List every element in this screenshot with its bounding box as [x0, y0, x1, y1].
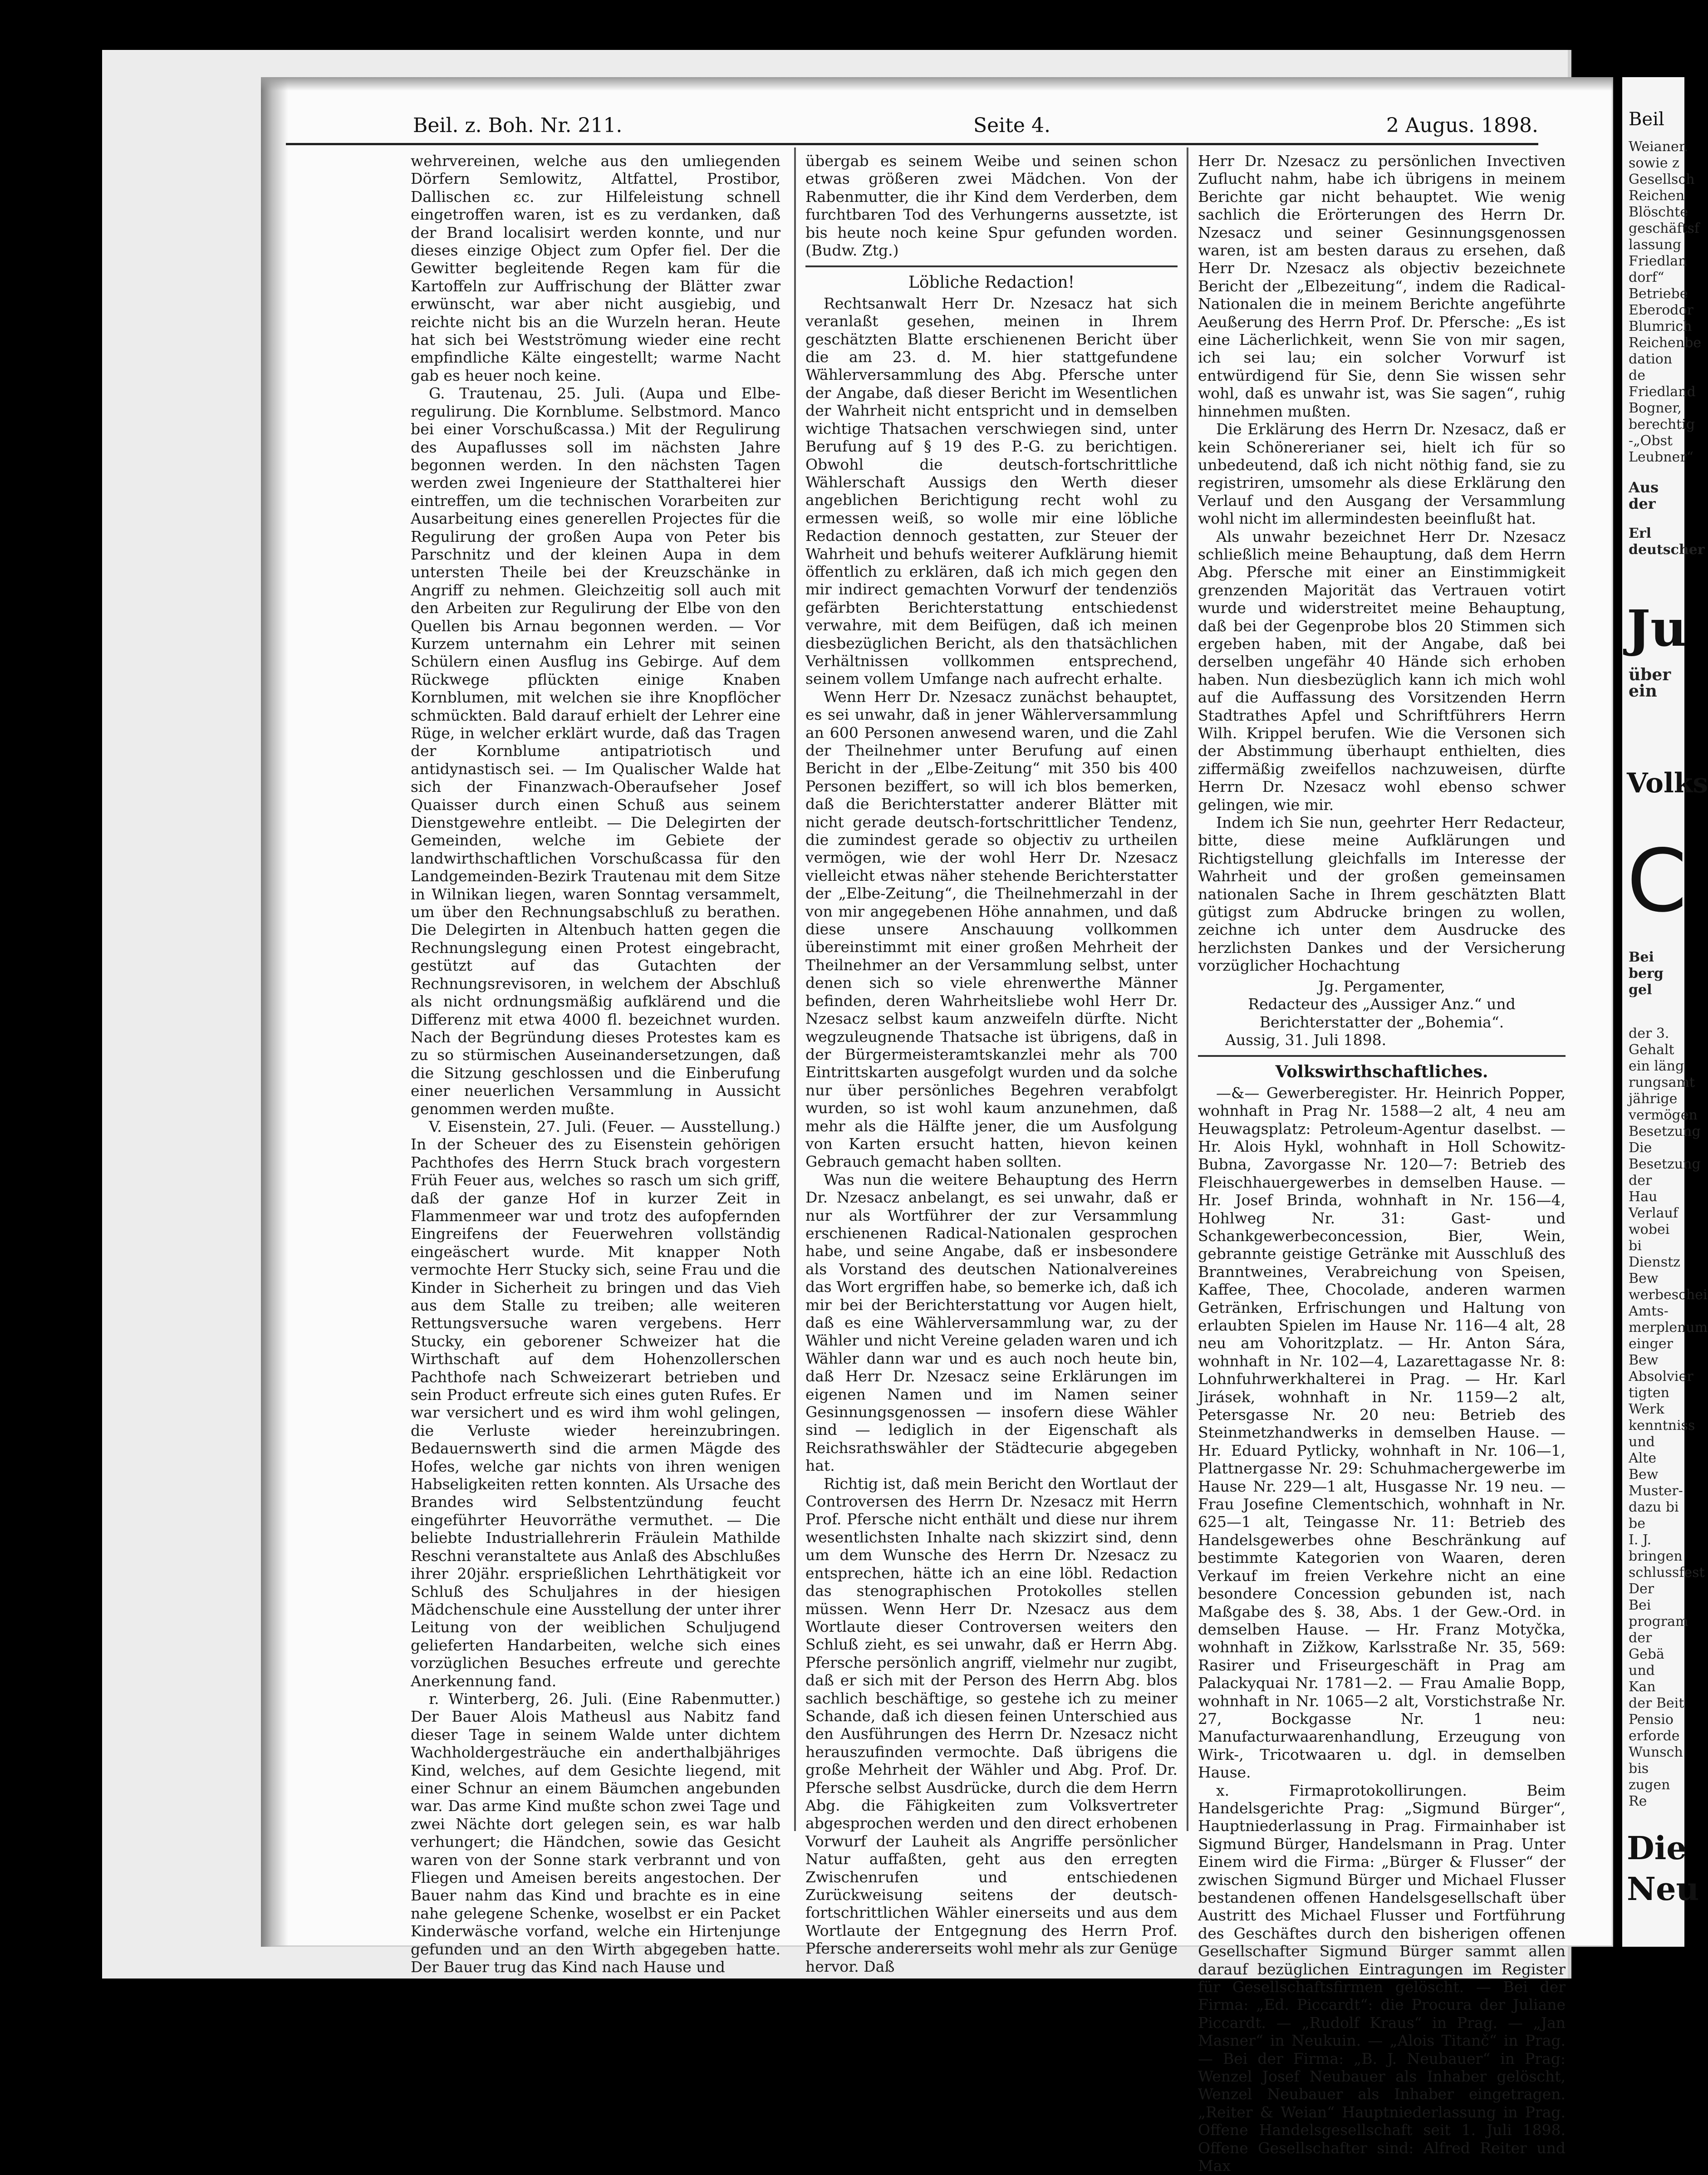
adjacent-heading-fragment: Die Neu [1627, 1829, 1699, 1908]
adjacent-text-fragment: über ein [1629, 665, 1671, 701]
adjacent-text-fragment: Aus der [1629, 479, 1659, 512]
signature-title: Berichterstatter der „Bohemia“. [1259, 1013, 1504, 1031]
divider [1198, 1055, 1566, 1057]
adjacent-text-fragment: der 3. Gehalt ein läng rungsamt jährige vermögen Besetzung Die Besetzung der Hau Verlauf wobei bi Dienstz Bew werbeschei Amts- merplenum einger Bew Absolvier tigten Werk kenntniss und Alte Bew Muster- dazu bi be I. J. bringen schlussfest Der Bei program der Gebä und Kan der Beit Pensio erforde Wunsch bis zugen Re [1629, 1026, 1708, 1809]
signature-title: Redacteur des „Aussiger Anz.“ und [1248, 995, 1516, 1013]
letter-paragraph: Richtig ist, daß mein Bericht den Wortlaut der Controversen des Herrn Dr. Nzesacz mit Herrn Prof. Pfersche nicht enthält und diese nur ihrem wesentlichsten Inhalte nach skizzirt sind, denn um dem Wunsche des Herrn Dr. Nzesacz zu entsprechen, hätte ich an eine löbl. Redaction das stenographischen Protokolles stellen müssen. Wenn Herr Dr. Nzesacz aus dem Wortlaute dieser Controversen weiters den Schluß zieht, es sei unwahr, daß er Herrn Abg. Pfersche persönlich angriff, vielmehr nur zugibt, daß er sich mit der Person des Herrn Abg. blos sachlich beschäftige, so gestehe ich zu meiner Schande, daß ich diesen feinen Unterschied aus den Ausführungen des Herrn Dr. Nzesacz nicht herauszufinden vermochte. Daß übrigens die große Mehrheit der Wähler und Abg. Prof. Dr. Pfersche selbst Ausdrücke, durch die dem Herrn Abg. die Fähigkeiten zum Volksvertreter abgesprochen werden und den direct erhobenen Vorwurf der Lauheit als Angriffe persönlicher Natur auffaßten, geht aus den erregten Zwischenrufen und entschiedenen Zurückweisung seitens der deutsch-fortschrittlichen Wähler einerseits und aus dem Wortlaute der Entgegnung des Herrn Prof. Pfersche andererseits wohl mehr als zur Genüge hervor. Daß [805, 1474, 1178, 1975]
divider [805, 265, 1178, 267]
page-binding-shadow [261, 77, 288, 1947]
adjacent-heading-fragment: Ju [1627, 599, 1687, 658]
header-issue: Beil. z. Boh. Nr. 211. [413, 114, 623, 137]
column-3 [1198, 152, 1566, 2175]
letter-paragraph: Die Erklärung des Herrn Dr. Nzesacz, daß er kein Schönererianer sei, hielt ich für so unbedeutend, daß ich nicht nöthig fand, sie zu registriren, umsomehr als diese Erklärung den Verlauf und den Ausgang der Versammlung wohl nicht im allermindesten beeinflußt hat. [1198, 420, 1566, 528]
page-header [286, 111, 1538, 145]
letter-place-date: Aussig, 31. Juli 1898. [1225, 1031, 1387, 1049]
article-eisenstein: V. Eisenstein, 27. Juli. (Feuer. — Ausstellung.) In der Scheuer des zu Eisenstein gehörigen Pachthofes des Herrn Stuck brach vorgestern Früh Feuer aus, welches so rasch um sich griff, daß der ganze Hof in kurzer Zeit in Flammenmeer war und trotz des aufopfernden Eingreifens der Feuerwehren vollständig eingeäschert wurde. Mit knapper Noth vermochte Herr Stucky sich, seine Frau und die Kinder in Sicherheit zu bringen und das Vieh aus dem Stalle zu treiben; alle weiteren Rettungsversuche waren vergebens. Herr Stucky, ein geborener Schweizer hat die Wirthschaft auf dem Hohenzollerschen Pachthofe nach Schweizerart betrieben und sein Product erfreute sich eines guten Rufes. Er war versichert und es wird ihm wohl gelingen, die Verluste wieder hereinzubringen. Bedauernswerth sind die armen Mägde des Hofes, welche gar nichts von ihren wenigen Habseligkeiten retten konnten. Als Ursache des Brandes wird Selbstentzündung feucht eingeführter Heuvorräthe vermuthet. — Die beliebte Industriallehrerin Fräulein Mathilde Reschni veranstaltete aus Anlaß des Abschlußes ihrer 20jähr. ersprießlichen Lehrthätigkeit vor Schluß des Schuljahres in der hiesigen Mädchenschule eine Ausstellung der unter ihrer Leitung von der weiblichen Schuljugend gelieferten Handarbeiten, welche sich eines vorzüglichen Besuches erfreute und gerechte Anerkennung fand. [411, 1117, 780, 1690]
page-top-shadow [261, 77, 1613, 91]
header-page-number: Seite 4. [973, 114, 1050, 137]
column-rule [794, 147, 796, 1831]
adjacent-page-fragment [1622, 77, 1708, 1947]
adjacent-text-fragment: Weianer. sowie z Gesellsch Reichen Blöschte geschäftsf lassung Friedlan dorf“ Betriebe Eberodor Blumrich Reichenbe dation de Friedland Bogner, berechtig -„Obst Leubner“ [1629, 139, 1702, 465]
column-rule [1187, 147, 1188, 1831]
article-trautenau: G. Trautenau, 25. Juli. (Aupa und Elbe-regulirung. Die Kornblume. Selbstmord. Manco bei einer Vorschußcassa.) Mit der Regulirung des Aupaflusses soll im nächsten Jahre begonnen werden. In den nächsten Tagen werden zwei Ingenieure der Statthalterei hier eintreffen, um die technischen Vorarbeiten zur Ausarbeitung eines generellen Projectes für die Regulirung der großen Aupa von Peter bis Parschnitz und der kleinen Aupa in dem untersten Theile bei der Kreuzschänke in Angriff zu nehmen. Gleichzeitig soll auch mit den Arbeiten zur Regulirung der Elbe von den Quellen bis Arnau begonnen werden. — Vor Kurzem unternahm ein Lehrer mit seinen Schülern einen Ausflug ins Gebirge. Auf dem Rückwege pflückten einige Knaben Kornblumen, mit welchen sie ihre Knopflöcher schmückten. Bald darauf erhielt der Lehrer eine Rüge, in welcher erklärt wurde, daß das Tragen der Kornblume antipatriotisch und antidynastisch sei. — Im Qualischer Walde hat sich der Finanzwach-Oberaufseher Josef Quaisser durch einen Schuß aus seinem Dienstgewehre entleibt. — Die Delegirten der Gemeinden, welche im Gebiete der landwirthschaftlichen Vorschußcassa für den Landgemeinden-Bezirk Trautenau mit dem Sitze in Wilnikan liegen, waren Sonntag versammelt, um über den Rechnungsabschluß zu berathen. Die Delegirten in Altenbuch hatten gegen die Rechnungslegung einen Protest eingebracht, gestützt auf das Gutachten der Rechnungsrevisoren, in welchem der Abschluß als nicht ordnungsmäßig aufklärend und die Differenz mit etwa 4000 fl. bezeichnet wurden. Nach der Begründung dieses Protestes kam es zu so stürmischen Auseinandersetzungen, daß die Sitzung geschlossen und die Einberufung einer neuerlichen Versammlung in Aussicht genommen werden mußte. [411, 384, 780, 1118]
letter-paragraph: Herr Dr. Nzesacz zu persönlichen Invectiven Zuflucht nahm, habe ich übrigens in meinem Berichte gar nicht behauptet. Wie wenig sachlich die Erörterungen des Herrn Dr. Nzesacz und seiner Gesinnungsgenossen waren, ist am besten daraus zu ersehen, daß Herr Dr. Nzesacz als objectiv bezeichnete Bericht der „Elbezeitung“, indem die Radical-Nationalen die in meinem Berichte angeführte Aeußerung des Herrn Prof. Dr. Pfersche: „Es ist eine Lächerlichkeit, wenn Sie von mir sagen, ich sei lau; ein solcher Vorwurf ist entwürdigend für Sie, denn Sie wissen sehr wohl, daß es unwahr ist, was Sie sagen“, ruhig hinnehmen mußten. [1198, 152, 1566, 420]
adjacent-text-fragment: Erl deutscher [1629, 525, 1705, 558]
letter-paragraph: Rechtsanwalt Herr Dr. Nzesacz hat sich veranlaßt gesehen, meinen in Ihrem geschätzten Blatte erschienenen Bericht über die am 23. d. M. hier stattgefundene Wählerversammlung des Abg. Pfersche unter der Angabe, daß dieser Bericht im Wesentlichen der Wahrheit nicht entspricht und in demselben wichtige Thatsachen verschwiegen sind, unter Berufung auf § 19 des P.-G. zu berichtigen. Obwohl die deutsch-fortschrittliche Wählerschaft Aussigs den Werth dieser angeblichen Berichtigung recht wohl zu ermessen weiß, so wolle mir eine löbliche Redaction dennoch gestatten, zur Steuer der Wahrheit und behufs weiterer Aufklärung hiemit öffentlich zu erklären, daß ich mich gegen den mir indirect gemachten Vorwurf der tendenziös gefärbten Berichterstattung entschiedenst verwahre, mit dem Beifügen, daß ich meinen diesbezüglichen Bericht, als den thatsächlichen Verhältnissen vollkommen entsprechend, seinem vollem Umfange nach aufrecht erhalte. [805, 294, 1178, 688]
firm-register-paragraph: x. Firmaprotokollirungen. Beim Handelsgerichte Prag: „Sigmund Bürger“, Hauptniederlassung in Prag. Firmainhaber ist Sigmund Bürger, Handelsmann in Prag. Unter Einem wird die Firma: „Bürger & Flusser“ der zwischen Sigmund Bürger und Michael Flusser bestandenen offenen Handelsgesellschaft über Austritt des Michael Flusser und Fortführung des Geschäftes durch den bisherigen offenen Gesellschafter Sigmund Bürger sammt allen darauf bezüglichen Eintragungen im Register für Gesellschaftsfirmen gelöscht. — Bei der Firma: „Ed. Piccardt“: die Procura der Juliane Piccardt. — „Rudolf Kraus“ in Prag. — „Jan Masner“ in Neukuin. — „Alois Titanč“ in Prag. — Bei der Firma: „B. J. Neubauer“ in Prag: Wenzel Josef Neubauer als Inhaber gelöscht, Wenzel Neubauer als Inhaber eingetragen. „Reiter & Weian“ Hauptniederlassung in Prag. Offene Handelsgesellschaft seit 1. Juli 1898. Offene Gesellschafter sind: Alfred Reiter und Max [1198, 1781, 1566, 2175]
letter-paragraph: Wenn Herr Dr. Nzesacz zunächst behauptet, es sei unwahr, daß in jener Wählerversammlung an 600 Personen anwesend waren, und die Zahl der Theilnehmer unter Berufung auf einen Bericht in der „Elbe-Zeitung“ mit 350 bis 400 Personen beziffert, so will ich blos bemerken, daß die Berichterstatter anderer Blätter mit nicht gerade deutsch-fortschrittlicher Tendenz, die zumindest gerade so objectiv zu urtheilen vermögen, wie der wohl Herr Dr. Nzesacz vielleicht etwas näher stehende Berichterstatter der „Elbe-Zeitung“, die Theilnehmerzahl in der von mir angegebenen Höhe annahmen, und daß diese unsere Anschauung vollkommen übereinstimmt mit einer großen Mehrheit der Theilnehmer an der Versammlung selbst, unter denen sich so viele ehrenwerthe Männer befinden, deren Wahrheitsliebe wohl Herr Dr. Nzesacz selbst kaum anzweifeln dürfte. Nicht wegzuleugnende Thatsache ist übrigens, daß in der Bürgermeisteramtskanzlei mehr als 700 Eintrittskarten ausgefolgt wurden und da solche nur über persönliches Begehren verabfolgt wurden, so ist wohl kaum anzunehmen, daß mehr als die Hälfte jener, die um Ausfolgung von Karten ersucht hatten, hievon keinen Gebrauch gemacht haben sollten. [805, 687, 1178, 1171]
letter-paragraph: Indem ich Sie nun, geehrter Herr Redacteur, bitte, diese meine Aufklärungen und Richtigstellung gleichfalls im Interesse der Wahrheit und der großen gemeinsamen nationalen Sache in Ihrem geschätzten Blatt gütigst zum Abdrucke bringen zu wollen, zeichne ich unter dem Ausdrucke des herzlichsten Dankes und der Versicherung vorzüglicher Hochachtung [1198, 814, 1566, 975]
signature-name: Jg. Pergamenter, [1318, 977, 1445, 995]
letter-heading: Löbliche Redaction! [908, 273, 1075, 292]
article-continuation: übergab es seinem Weibe und seinen schon etwas größeren zwei Mädchen. Von der Rabenmutter, die ihr Kind dem Verderben, dem furchtbaren Tod des Verhungerns aussetzte, ist bis heute noch keine Spur gefunden worden. (Budw. Ztg.) [805, 152, 1178, 260]
adjacent-heading-fragment: C [1627, 831, 1687, 931]
section-heading: Volkswirthschaftliches. [1275, 1062, 1488, 1082]
adjacent-heading-fragment: Volks [1627, 767, 1708, 799]
column-2 [805, 152, 1178, 1975]
column-1 [411, 152, 780, 1976]
adjacent-header-fragment: Beil [1629, 109, 1664, 130]
article-winterberg: r. Winterberg, 26. Juli. (Eine Rabenmutter.) Der Bauer Alois Matheusl aus Nabitz fand dieser Tage in seinem Walde unter dichtem Wachholdergesträuche ein anderthalbjähriges Kind, welches, auf dem Gesichte liegend, mit einer Schnur an einem Bäumchen angebunden war. Das arme Kind mußte schon zwei Tage und zwei Nächte dort gelegen sein, es war halb verhungert; die Händchen, sowie das Gesicht waren von der Sonne stark verbrannt und von Fliegen und Ameisen bereits angestochen. Der Bauer nahm das Kind und brachte es in eine nahe gelegene Schenke, woselbst er ein Packet Kinderwäsche vorfand, welche ein Hirtenjunge gefunden und an den Wirth abgegeben hatte. Der Bauer trug das Kind nach Hause und [411, 1689, 780, 1976]
header-date: 2 Augus. 1898. [1386, 114, 1538, 137]
adjacent-text-fragment: Bei berg gel [1629, 949, 1664, 998]
letter-paragraph: Als unwahr bezeichnet Herr Dr. Nzesacz schließlich meine Behauptung, daß dem Herrn Abg. Pfersche mit einer an Einstimmigkeit grenzenden Majorität das Vertrauen votirt wurde und widerstreitet meine Behauptung, daß bei der Gegenprobe blos 20 Stimmen sich ergeben haben, mit der Angabe, daß bei derselben ungefähr 40 Hände sich erhoben haben. Nun diesbezüglich kann ich mich wohl auf die Auffassung des Vorsitzenden Herrn Stadtrathes Apfel und Schriftführers Herrn Wilh. Krippel berufen. Wie die Versonen sich der Abstimmung überhaupt enthielten, dies ziffermäßig zweifellos nachzuweisen, dürfte Herrn Dr. Nzesacz wohl ebenso schwer gelingen, wie mir. [1198, 527, 1566, 814]
letter-paragraph: Was nun die weitere Behauptung des Herrn Dr. Nzesacz anbelangt, es sei unwahr, daß er nur als Wortführer der zur Versammlung erschienenen Radical-Nationalen gesprochen habe, und seine Angabe, daß er insbesondere als Vorstand des deutschen Nationalvereines das Wort ergriffen habe, so bemerke ich, daß ich mir bei der Berichterstattung vor Augen hielt, daß es eine Wählerversammlung war, zu der Wähler und nicht Vereine geladen waren und ich Wähler dann war und es auch noch heute bin, daß Herr Dr. Nzesacz seine Erklärungen im eigenen Namen und im Namen seiner Gesinnungsgenossen — insofern diese Wähler sind — lediglich in der Eigenschaft als Reichsrathswähler der Städtecurie abgegeben hat. [805, 1170, 1178, 1475]
trade-register-paragraph: —&— Gewerberegister. Hr. Heinrich Popper, wohnhaft in Prag Nr. 1588—2 alt, 4 neu am Heuwagsplatz: Petroleum-Agentur daselbst. — Hr. Alois Hykl, wohnhaft in Holl Schowitz-Bubna, Zavorgasse Nr. 120—7: Betrieb des Fleischhauergewerbes in demselben Hause. — Hr. Josef Brinda, wohnhaft in Nr. 156—4, Hohlweg Nr. 31: Gast- und Schankgewerbeconcession, Bier, Wein, gebrannte geistige Getränke mit Ausschluß des Branntweines, Verabreichung von Speisen, Kaffee, Thee, Chocolade, anderen warmen Getränken, Erfrischungen und Haltung von erlaubten Spielen im Hause Nr. 116—4 alt, 28 neu am Vohoritzplatz. — Hr. Anton Sára, wohnhaft in Nr. 102—4, Lazarettagasse Nr. 8: Lohnfuhrwerkhalterei in Prag. — Hr. Karl Jirásek, wohnhaft in Nr. 1159—2 alt, Petersgasse Nr. 20 neu: Betrieb des Steinmetzhandwerks in demselben Hause. — Hr. Eduard Pytlicky, wohnhaft in Nr. 106—1, Plattnergasse Nr. 29: Schuhmachergewerbe im Hause Nr. 229—1 alt, Husgasse Nr. 19 neu. — Frau Josefine Clementschich, wohnhaft in Nr. 625—1 alt, Teingasse Nr. 11: Betrieb des Handelsgewerbes ohne Beschränkung auf bestimmte Kategorien von Waaren, deren Verkauf im freien Verkehre nicht an eine besondere Concession gebunden ist, nach Maßgabe des §. 38, Abs. 1 der Gew.-Ord. in demselben Hause. — Hr. Franz Motyčka, wohnhaft in Zižkow, Karlsstraße Nr. 35, 569: Rasirer und Friseurgeschäft in Prag am Palackyquai Nr. 1781—2. — Frau Amalie Bopp, wohnhaft in Nr. 1065—2 alt, Vorstichstraße Nr. 27, Bockgasse Nr. 1 neu: Manufacturwaarenhandlung, Erzeugung von Wirk-, Tricotwaaren u. dgl. in demselben Hause. [1198, 1084, 1566, 1782]
article-continuation: wehrvereinen, welche aus den umliegenden Dörfern Semlowitz, Altfattel, Prostibor, Dallischen ɛc. zur Hilfeleistung schnell eingetroffen waren, ist es zu verdanken, daß der Brand localisirt werden konnte, und nur dieses einzige Object zum Opfer fiel. Der die Gewitter begleitende Regen kam für die Kartoffeln zur Auffrischung der Blätter zwar erwünscht, war aber nicht ausgiebig, und reichte nicht bis an die Wurzeln heran. Heute hat sich bei Westströmung wieder eine recht empfindliche Kälte eingestellt; warme Nacht gab es heuer noch keine. [411, 152, 780, 384]
